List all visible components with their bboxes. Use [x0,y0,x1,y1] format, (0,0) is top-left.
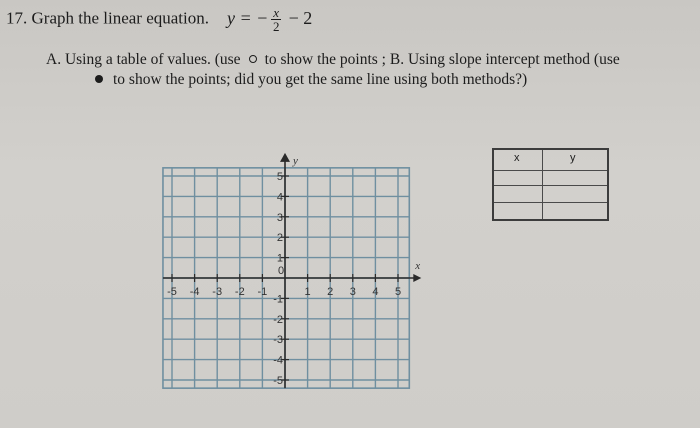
y-tick-label: 1 [276,252,283,265]
tick-labels [167,155,420,387]
x-tick-label: 5 [394,286,402,298]
x-tick-label: -1 [257,286,268,298]
table-row-divider [494,185,607,186]
x-tick-label: -2 [234,286,245,298]
equation-tail: − 2 [284,7,313,28]
y-axis-arrow-icon [280,153,290,162]
y-tick-label: -3 [273,334,283,347]
fraction-numerator: x [273,5,280,20]
table-row-divider [494,202,607,203]
x-tick-label: -4 [189,286,200,298]
table-header-x: x [514,152,520,164]
y-tick-label: -1 [273,293,283,306]
x-tick-label: -3 [212,286,223,298]
question-label: 17. Graph the linear equation. [6,8,209,28]
y-tick-label: 2 [276,232,283,245]
x-axis-arrow-icon [413,274,421,282]
table-row-divider [494,170,607,171]
y-tick-label: -2 [273,313,283,326]
table-header-y: y [570,152,576,164]
y-tick-label: 3 [276,211,283,224]
x-tick-label: 2 [327,286,334,298]
x-tick-label: -5 [167,286,177,298]
x-tick-label: 4 [372,286,379,298]
x-tick-label: 1 [304,286,311,298]
y-tick-label: 4 [276,191,283,204]
x-axis-label: x [415,260,421,272]
y-axis-label: y [293,154,298,167]
axes [163,153,421,388]
fraction-denominator: 2 [272,19,280,34]
instruction-part-a: A. Using a table of values. (use [46,51,241,68]
origin-label: 0 [277,265,285,277]
y-tick-label: -4 [273,354,283,367]
instruction-line-2-text: to show the points; did you get the same line using both methods?) [113,71,528,88]
instruction-part-b: to show the points ; B. Using slope intercept method (use [264,51,620,68]
x-tick-label: 3 [349,286,356,298]
y-tick-label: -5 [273,375,283,387]
y-tick-label: 5 [276,171,283,183]
equation-lhs: y = − [227,7,269,28]
xy-table [492,148,609,221]
